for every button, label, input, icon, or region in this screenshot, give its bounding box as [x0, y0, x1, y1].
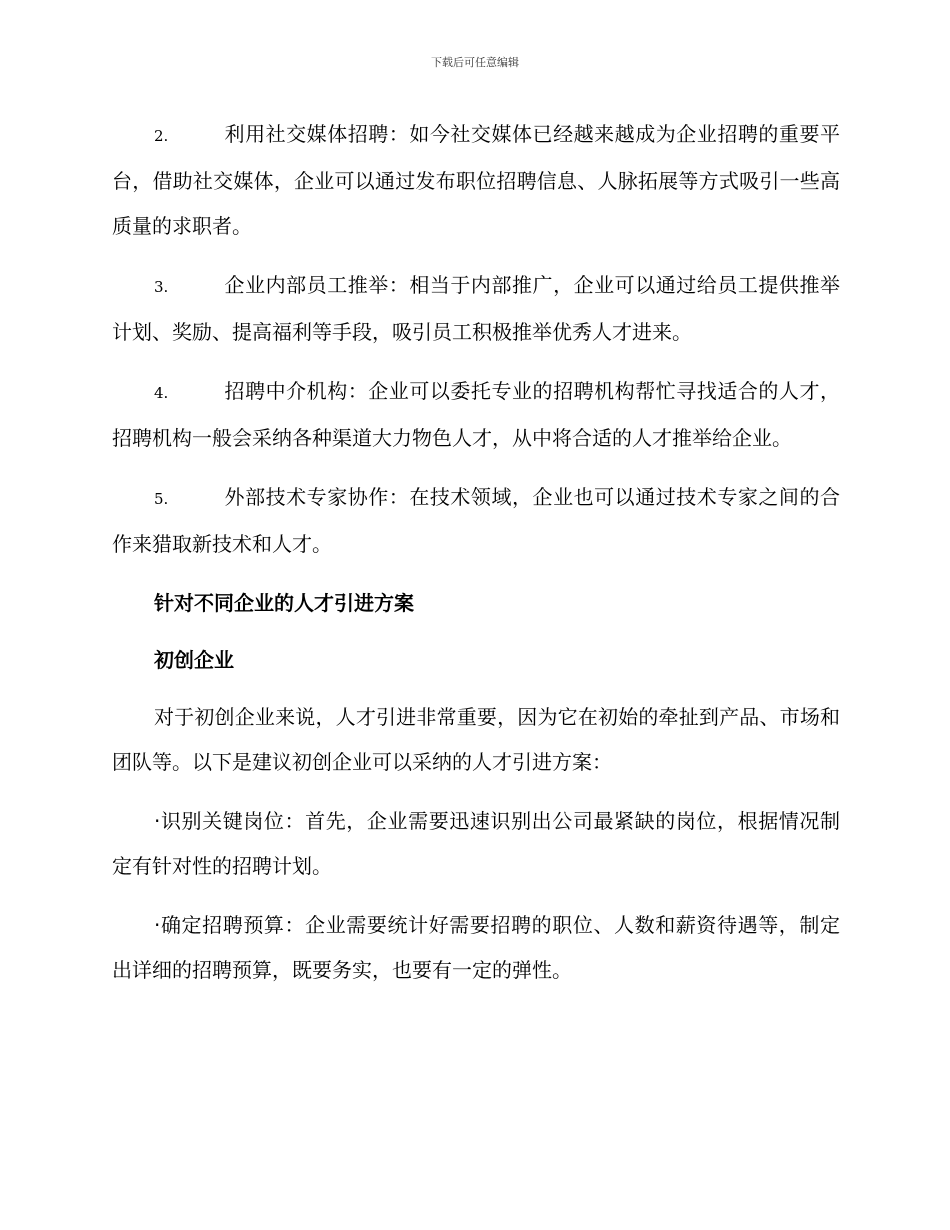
list-item-text: 招聘中介机构：企业可以委托专业的招聘机构帮忙寻找适合的人才，招聘机构一般会采纳各种渠道大力物色人才，从中将合适的人才推举给企业。: [112, 379, 840, 450]
list-item-4: [112, 369, 840, 461]
list-number: 5.: [154, 490, 169, 508]
list-number: 4.: [154, 384, 169, 402]
bullet-item: ·确定招聘预算：企业需要统计好需要招聘的职位、人数和薪资待遇等，制定出详细的招聘预算，既要务实，也要有一定的弹性。: [112, 913, 840, 982]
list-number: 3.: [154, 278, 169, 296]
document-body: [112, 112, 840, 1007]
list-item-3: [112, 263, 840, 355]
list-item-text: 企业内部员工推举：相当于内部推广，企业可以通过给员工提供推举计划、奖励、提高福利等手段，吸引员工积极推举优秀人才进来。: [112, 273, 840, 344]
bullet-item: ·识别关键岗位：首先，企业需要迅速识别出公司最紧缺的岗位，根据情况制定有针对性的招聘计划。: [112, 809, 840, 878]
page-header-note: 下载后可任意编辑: [431, 56, 519, 69]
intro-paragraph: 对于初创企业来说，人才引进非常重要，因为它在初始的牵扯到产品、市场和团队等。以下是建议初创企业可以采纳的人才引进方案：: [112, 705, 840, 774]
list-number: 2.: [154, 127, 169, 145]
sub-heading: 初创企业: [154, 648, 234, 672]
list-item-text: 利用社交媒体招聘：如今社交媒体已经越来越成为企业招聘的重要平台，借助社交媒体，企业可以通过发布职位招聘信息、人脉拓展等方式吸引一些高质量的求职者。: [112, 122, 840, 238]
list-item-2: [112, 112, 840, 249]
list-item-text: 外部技术专家协作：在技术领域，企业也可以通过技术专家之间的合作来猎取新技术和人才。: [112, 485, 840, 556]
section-heading: 针对不同企业的人才引进方案: [154, 591, 414, 615]
list-item-5: [112, 475, 840, 567]
